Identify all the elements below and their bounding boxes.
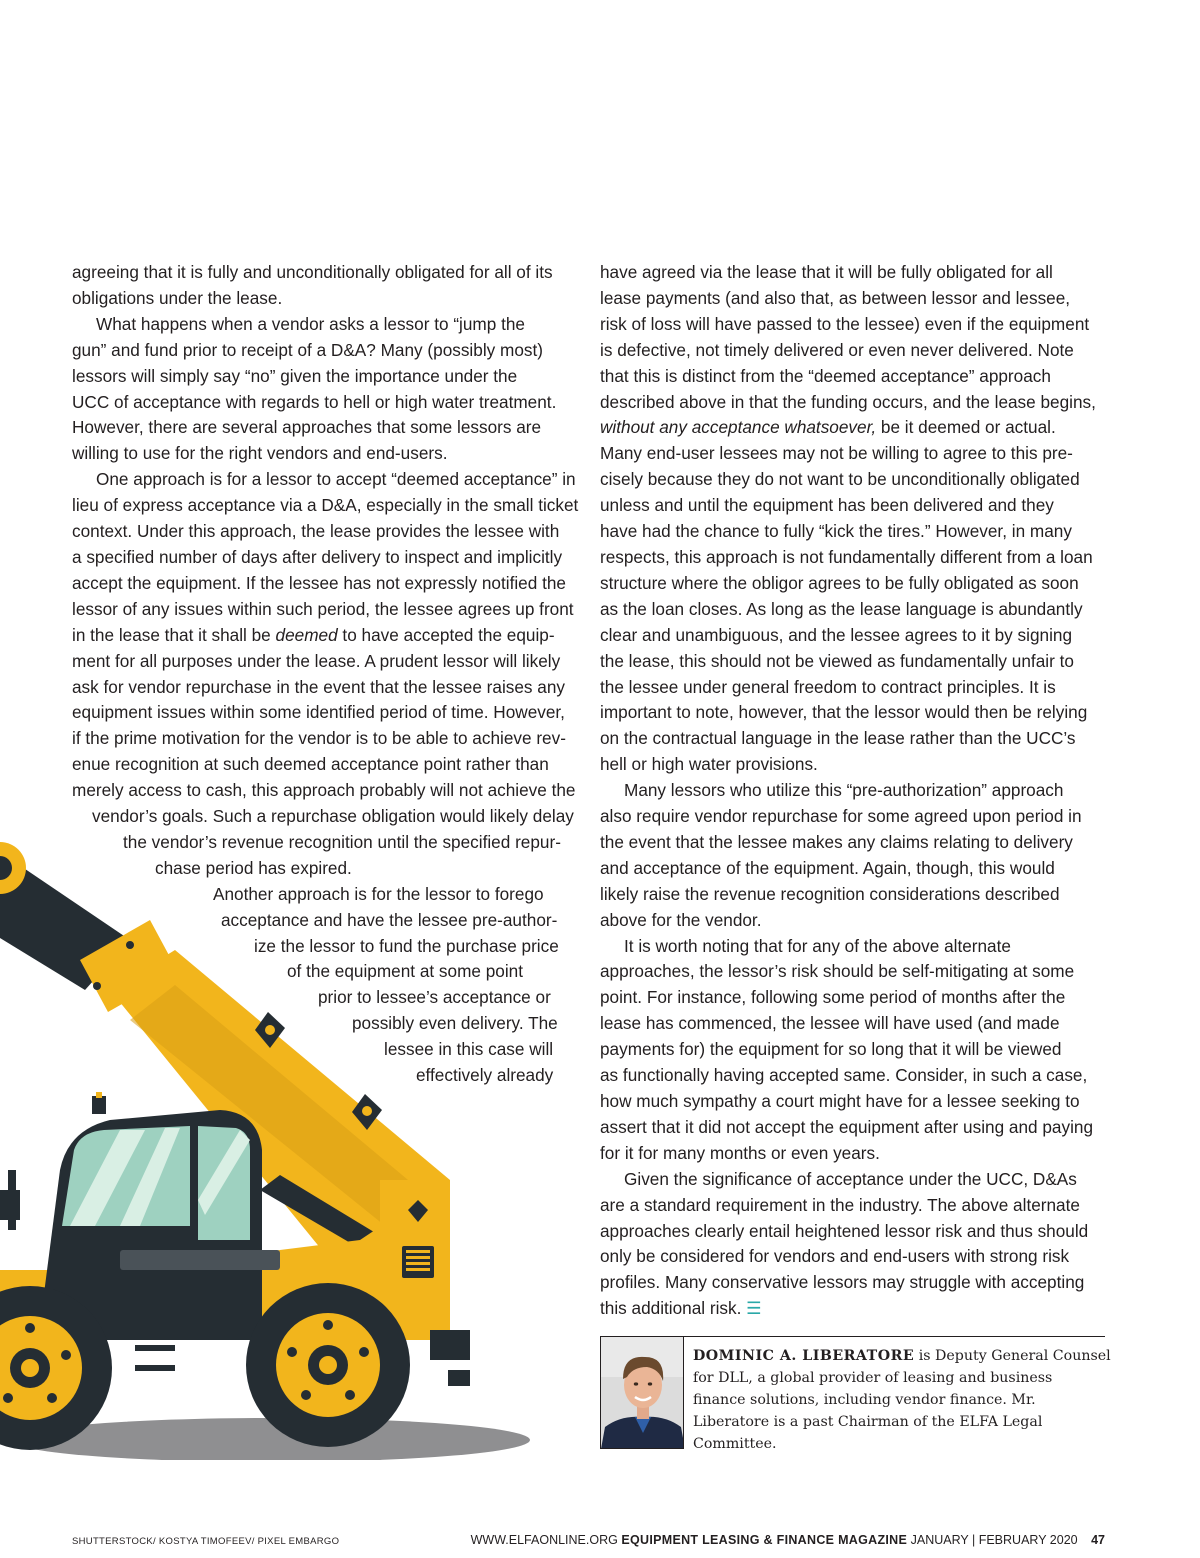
body-line: acceptance and have the lessee pre-author-	[221, 909, 558, 930]
body-line: as functionally having accepted same. Consider, in such a case,	[600, 1065, 1088, 1086]
body-line: merely access to cash, this approach probably will not achieve the	[72, 780, 576, 801]
body-line: the lessee under general freedom to contract principles. It is	[600, 676, 1056, 697]
body-line: is defective, not timely delivered or even never delivered. Note	[600, 339, 1074, 360]
body-line: above for the vendor.	[600, 909, 762, 930]
body-line: profiles. Many conservative lessors may struggle with accepting	[600, 1272, 1085, 1293]
body-line: lessors will simply say “no” given the importance under the	[72, 365, 518, 386]
body-line: It is worth noting that for any of the above alternate	[624, 935, 1011, 956]
magazine-title: EQUIPMENT LEASING & FINANCE MAGAZINE	[621, 1533, 908, 1547]
body-line: likely raise the revenue recognition considerations described	[600, 883, 1060, 904]
body-text: this additional risk.	[600, 1298, 742, 1319]
body-line: effectively already	[416, 1065, 554, 1086]
body-line: approaches, the lessor’s risk should be self-mitigating at some	[600, 961, 1075, 982]
bio-line: Committee.	[693, 1436, 777, 1452]
body-line: lease payments (and also that, as between lessor and lessee,	[600, 287, 1071, 308]
author-bio	[600, 1336, 1111, 1452]
body-line: that this is distinct from the “deemed acceptance” approach	[600, 365, 1051, 386]
body-line: gun” and fund prior to receipt of a D&A? Many (possibly most)	[72, 339, 543, 360]
website-link[interactable]: WWW.ELFAONLINE.ORG	[470, 1533, 618, 1547]
body-line: Many end-user lessees may not be willing to agree to this pre-	[600, 443, 1073, 464]
body-line: for it for many months or even years.	[600, 1142, 880, 1163]
body-line: ment for all purposes under the lease. A prudent lessor will likely	[72, 650, 561, 671]
body-line: UCC of acceptance with regards to hell or high water treatment.	[72, 391, 557, 412]
page-footer	[471, 1533, 1105, 1547]
body-line: a specified number of days after delivery to inspect and implicitly	[72, 546, 563, 567]
body-line: on the contractual language in the lease rather than the UCC’s	[600, 728, 1076, 749]
bio-text	[693, 1345, 1111, 1455]
body-line: enue recognition at such deemed acceptance point rather than	[72, 754, 549, 775]
body-line: Another approach is for the lessor to forego	[213, 883, 544, 904]
body-line: described above in that the funding occurs, and the lease begins,	[600, 391, 1096, 412]
left-text-column	[72, 260, 579, 1089]
bio-line: Liberatore is a past Chairman of the ELFA Legal	[693, 1414, 1043, 1430]
body-line: assert that it did not accept the equipment after using and paying	[600, 1116, 1094, 1137]
body-line: also require vendor repurchase for some agreed upon period in	[600, 806, 1082, 827]
body-line: important to note, however, that the lessor would then be relying	[600, 702, 1088, 723]
body-line	[600, 415, 1105, 441]
body-line: have had the chance to fully “kick the tires.” However, in many	[600, 521, 1072, 542]
italic-text: deemed	[275, 624, 338, 645]
body-line: accept the equipment. If the lessee has not expressly notified the	[72, 572, 566, 593]
body-line: One approach is for a lessor to accept “deemed acceptance” in	[96, 469, 576, 490]
body-line: lease has commenced, the lessee will have used (and made	[600, 1013, 1060, 1034]
body-line: approaches clearly entail heightened lessor risk and thus should	[600, 1220, 1089, 1241]
body-line: lieu of express acceptance via a D&A, especially in the small ticket	[72, 495, 579, 516]
body-line: possibly even delivery. The	[352, 1013, 558, 1034]
body-line: ize the lessor to fund the purchase price	[254, 935, 559, 956]
right-text-column	[600, 260, 1105, 1322]
body-line: vendor’s goals. Such a repurchase obligation would likely delay	[92, 806, 574, 827]
body-line: cisely because they do not want to be unconditionally obligated	[600, 469, 1080, 490]
bio-line: finance solutions, including vendor finance. Mr.	[693, 1392, 1036, 1408]
body-line	[72, 623, 572, 649]
body-line: unless and until the equipment has been delivered and they	[600, 495, 1054, 516]
body-line: agreeing that it is fully and unconditionally obligated for all of its	[72, 262, 553, 282]
body-text: in the lease that it shall be	[72, 624, 271, 645]
body-line: Given the significance of acceptance under the UCC, D&As	[624, 1168, 1077, 1189]
body-text: to have accepted the equip-	[337, 624, 555, 645]
body-line: structure where the obligor agrees to be fully obligated as soon	[600, 572, 1079, 593]
body-line: respects, this approach is not fundamentally different from a loan	[600, 546, 1093, 567]
body-line: the vendor’s revenue recognition until the specified repur-	[123, 831, 561, 852]
body-line: of the equipment at some point	[287, 961, 524, 982]
page-number: 47	[1091, 1533, 1105, 1547]
body-line: point. For instance, following some period of months after the	[600, 987, 1066, 1008]
body-line: lessor of any issues within such period, the lessee agrees up front	[72, 598, 574, 619]
body-line: equipment issues within some identified period of time. However,	[72, 702, 565, 723]
body-line: context. Under this approach, the lease provides the lessee with	[72, 521, 560, 542]
photo-credit: SHUTTERSTOCK/ KOSTYA TIMOFEEV/ PIXEL EMBARGO	[72, 1536, 340, 1547]
body-line: the lease, this should not be viewed as fundamentally unfair to	[600, 650, 1074, 671]
body-line: ask for vendor repurchase in the event that the lessee raises any	[72, 676, 565, 697]
body-line: only be considered for vendors and end-users with strong risk	[600, 1246, 1070, 1267]
body-line: if the prime motivation for the vendor is to be able to achieve rev-	[72, 728, 566, 749]
body-line: lessee in this case will	[384, 1039, 554, 1060]
body-line: clear and unambiguous, and the lessee agrees to it by signing	[600, 624, 1073, 645]
bio-line: for DLL, a global provider of leasing and business	[693, 1370, 1053, 1386]
bio-text-part: is Deputy General Counsel	[914, 1348, 1111, 1364]
body-line: risk of loss will have passed to the lessee) even if the equipment	[600, 313, 1090, 334]
body-line: obligations under the lease.	[72, 287, 283, 308]
body-line: the event that the lessee makes any claims relating to delivery	[600, 831, 1073, 852]
body-line: However, there are several approaches that some lessors are	[72, 417, 542, 438]
bio-line	[693, 1345, 1111, 1367]
body-line: Many lessors who utilize this “pre-authorization” approach	[624, 780, 1064, 801]
body-line: What happens when a vendor asks a lessor to “jump the	[96, 313, 525, 334]
body-line: payments for) the equipment for so long that it will be viewed	[600, 1039, 1062, 1060]
body-line: how much sympathy a court might have for a lessee seeking to	[600, 1091, 1080, 1111]
body-line: have agreed via the lease that it will be fully obligated for all	[600, 262, 1053, 282]
body-line: prior to lessee’s acceptance or	[318, 987, 551, 1008]
body-line: as the loan closes. As long as the lease language is abundantly	[600, 598, 1083, 619]
end-mark-icon: ☰	[746, 1298, 762, 1319]
author-portrait-icon	[600, 1337, 684, 1449]
body-line: hell or high water provisions.	[600, 754, 818, 775]
body-line: are a standard requirement in the industry. The above alternate	[600, 1194, 1080, 1215]
body-line: and acceptance of the equipment. Again, though, this would	[600, 857, 1055, 878]
italic-text: without any acceptance whatsoever,	[600, 417, 877, 438]
body-text: be it deemed or actual.	[876, 417, 1056, 438]
body-line: chase period has expired.	[155, 857, 352, 878]
author-name: DOMINIC A. LIBERATORE	[693, 1348, 915, 1364]
body-line	[600, 1296, 1105, 1322]
body-line: willing to use for the right vendors and end-users.	[72, 443, 448, 464]
issue-date: JANUARY | FEBRUARY 2020	[910, 1533, 1078, 1547]
